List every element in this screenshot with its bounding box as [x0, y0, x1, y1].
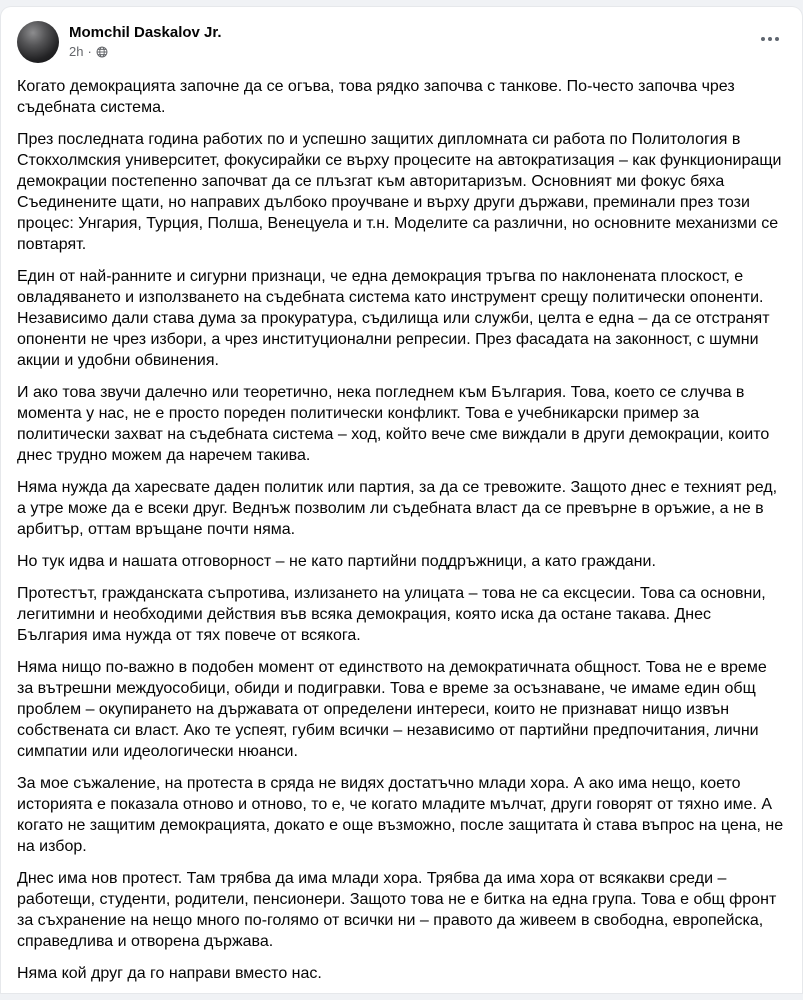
post-paragraph: Един от най-ранните и сигурни признаци, че една демокрация тръгва по наклонената плоскост, е овладяването и използването на съдебната система като инструмент срещу политически опоненти. Независимо дали става дума за прокуратура, съдилища или служби, целта е една – да се отстранят опоненти не чрез избори, а чрез институционални репресии. През фасадата на законност, с шумни акции и удобни обвинения. [17, 268, 770, 369]
author-block [69, 21, 786, 60]
post-body [1, 63, 802, 993]
post-paragraph: Няма кой друг да го направи вместо нас. [17, 965, 322, 982]
post-paragraph: Днес има нов протест. Там трябва да има млади хора. Трябва да има хора от всякакви среди – работещи, студенти, родители, пенсионери. Защото това не е битка на една група. Това е общ фронт за съхранение на нещо много по-голямо от всички ни – правото да живеем в свободна, европейска, справедлива и отворена държава. [17, 870, 777, 950]
post-paragraph: Няма нужда да харесвате даден политик или партия, за да се тревожите. Защото днес е техният ред, а утре може да е всеки друг. Веднъж позволим ли съдебната власт да се превърне в оръжие, а не в арбитър, оттам връщане почти няма. [17, 479, 778, 538]
post-paragraph: И ако това звучи далечно или теоретично, нека погледнем към България. Това, което се случва в момента у нас, не е просто пореден политически конфликт. Това е учебникарски пример за политически захват на съдебната система – ход, който вече сме виждали в други демокрации, които днес трудно можем да наречем такива. [17, 384, 770, 464]
globe-icon [96, 46, 108, 58]
post-header [1, 7, 802, 63]
dot-separator: · [87, 44, 92, 59]
facebook-post [1, 7, 802, 993]
ellipsis-icon [768, 37, 772, 41]
post-paragraph: Няма нищо по-важно в подобен момент от единството на демократичната общност. Това не е време за вътрешни междуособици, обиди и подигравки. Това е време за осъзнаване, че имаме един общ проблем – окупирането на държавата от определени интереси, които не признават нищо извън собствената си власт. Ако те успеят, губим всички – независимо от партийни предпочитания, лични симпатии или идеологически нюанси. [17, 659, 767, 760]
author-name[interactable]: Momchil Daskalov Jr. [69, 24, 222, 41]
post-meta [69, 44, 786, 60]
more-options-button[interactable] [752, 21, 788, 57]
avatar[interactable] [17, 21, 59, 63]
post-paragraph: Когато демокрацията започне да се огъва, това рядко започва с танкове. По-често започва чрез съдебната система. [17, 78, 735, 116]
timestamp[interactable]: 2h [69, 44, 84, 59]
post-paragraph: Но тук идва и нашата отговорност – не като партийни поддръжници, а като граждани. [17, 553, 656, 570]
post-paragraph: За мое съжаление, на протеста в сряда не видях достатъчно млади хора. А ако има нещо, което историята е показала отново и отново, то е, че когато младите мълчат, други говорят от тяхно име. А когато не защитим демокрацията, докато е още възможно, после защитата ѝ става въпрос на цена, не на избор. [17, 775, 784, 855]
post-paragraph: Протестът, гражданската съпротива, излизането на улицата – това не са ексцесии. Това са основни, легитимни и необходими действия във всяка демокрация, която иска да остане такава. Днес България има нужда от тях повече от всякога. [17, 585, 766, 644]
post-paragraph: През последната година работих по и успешно защитих дипломната си работа по Политология в Стокхолмския университет, фокусирайки се върху процесите на автократизация – как функциониращи демокрации постепенно започват да се плъзгат към авторитаризъм. Основният ми фокус бяха Съединените щати, но направих дълбоко проучване и върху други държави, преминали през този процес: Унгария, Турция, Полша, Венецуела и т.н. Моделите са различни, но основните механизми се повтарят. [17, 131, 782, 253]
avatar-photo [17, 21, 59, 63]
